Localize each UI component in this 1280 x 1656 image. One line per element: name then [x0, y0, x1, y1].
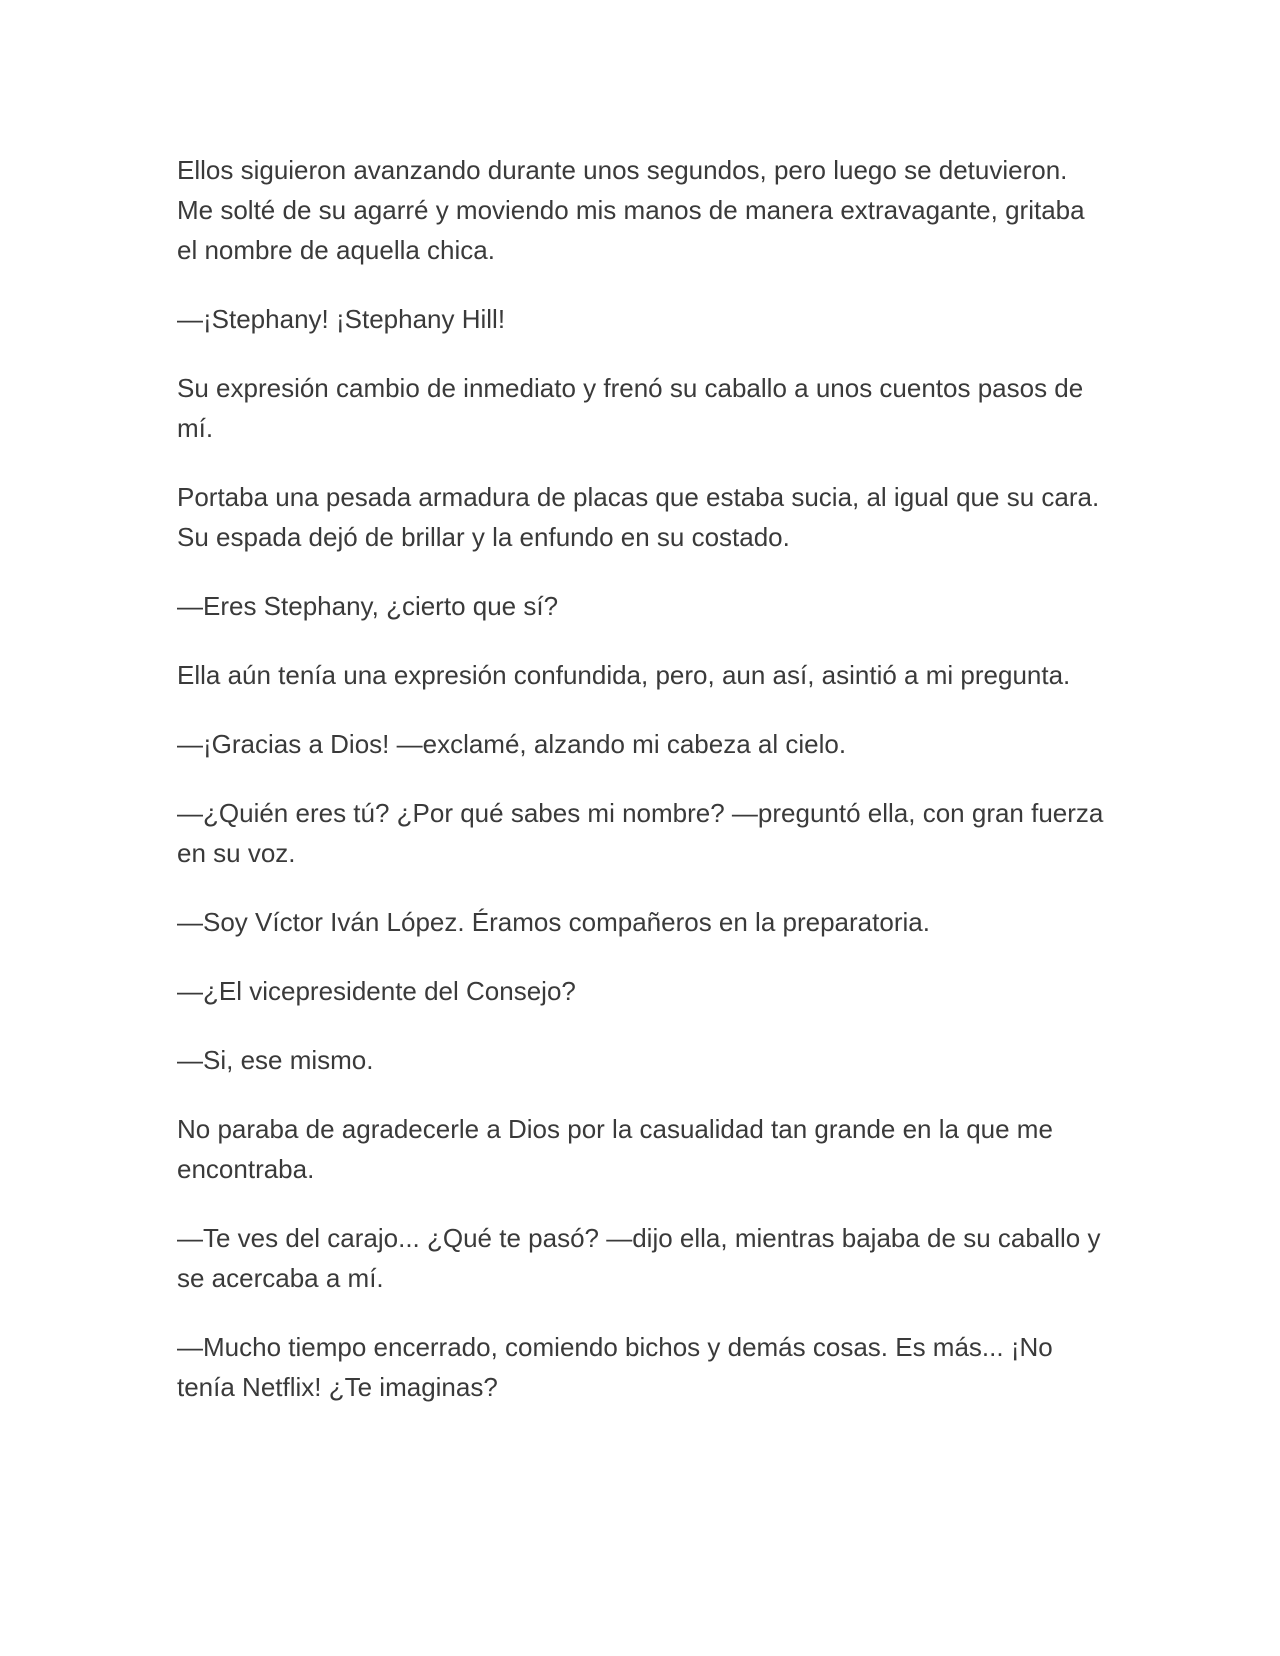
paragraph: —Eres Stephany, ¿cierto que sí?: [177, 591, 559, 621]
document-page: [177, 150, 1107, 1436]
paragraph: —Si, ese mismo.: [177, 1045, 374, 1075]
paragraph: Portaba una pesada armadura de placas que estaba sucia, al igual que su cara. Su espada dejó de brillar y la enfundo en su costado.: [177, 482, 1100, 552]
paragraph: Ellos siguieron avanzando durante unos segundos, pero luego se detuvieron. Me solté de su agarré y moviendo mis manos de manera extravagante, gritaba el nombre de aquella chica.: [177, 155, 1085, 265]
paragraph: —¡Stephany! ¡Stephany Hill!: [177, 304, 506, 334]
paragraph: —¿Quién eres tú? ¿Por qué sabes mi nombre? —preguntó ella, con gran fuerza en su voz.: [177, 798, 1104, 868]
paragraph: No paraba de agradecerle a Dios por la casualidad tan grande en la que me encontraba.: [177, 1114, 1053, 1184]
paragraph: —Soy Víctor Iván López. Éramos compañeros en la preparatoria.: [177, 907, 930, 937]
paragraph: —¡Gracias a Dios! —exclamé, alzando mi cabeza al cielo.: [177, 729, 847, 759]
paragraph: —¿El vicepresidente del Consejo?: [177, 976, 576, 1006]
paragraph: Ella aún tenía una expresión confundida, pero, aun así, asintió a mi pregunta.: [177, 660, 1071, 690]
paragraph: —Mucho tiempo encerrado, comiendo bichos y demás cosas. Es más... ¡No tenía Netflix! ¿Te imaginas?: [177, 1332, 1053, 1402]
paragraph: —Te ves del carajo... ¿Qué te pasó? —dijo ella, mientras bajaba de su caballo y se acercaba a mí.: [177, 1223, 1101, 1293]
paragraph: Su expresión cambio de inmediato y frenó su caballo a unos cuentos pasos de mí.: [177, 373, 1084, 443]
